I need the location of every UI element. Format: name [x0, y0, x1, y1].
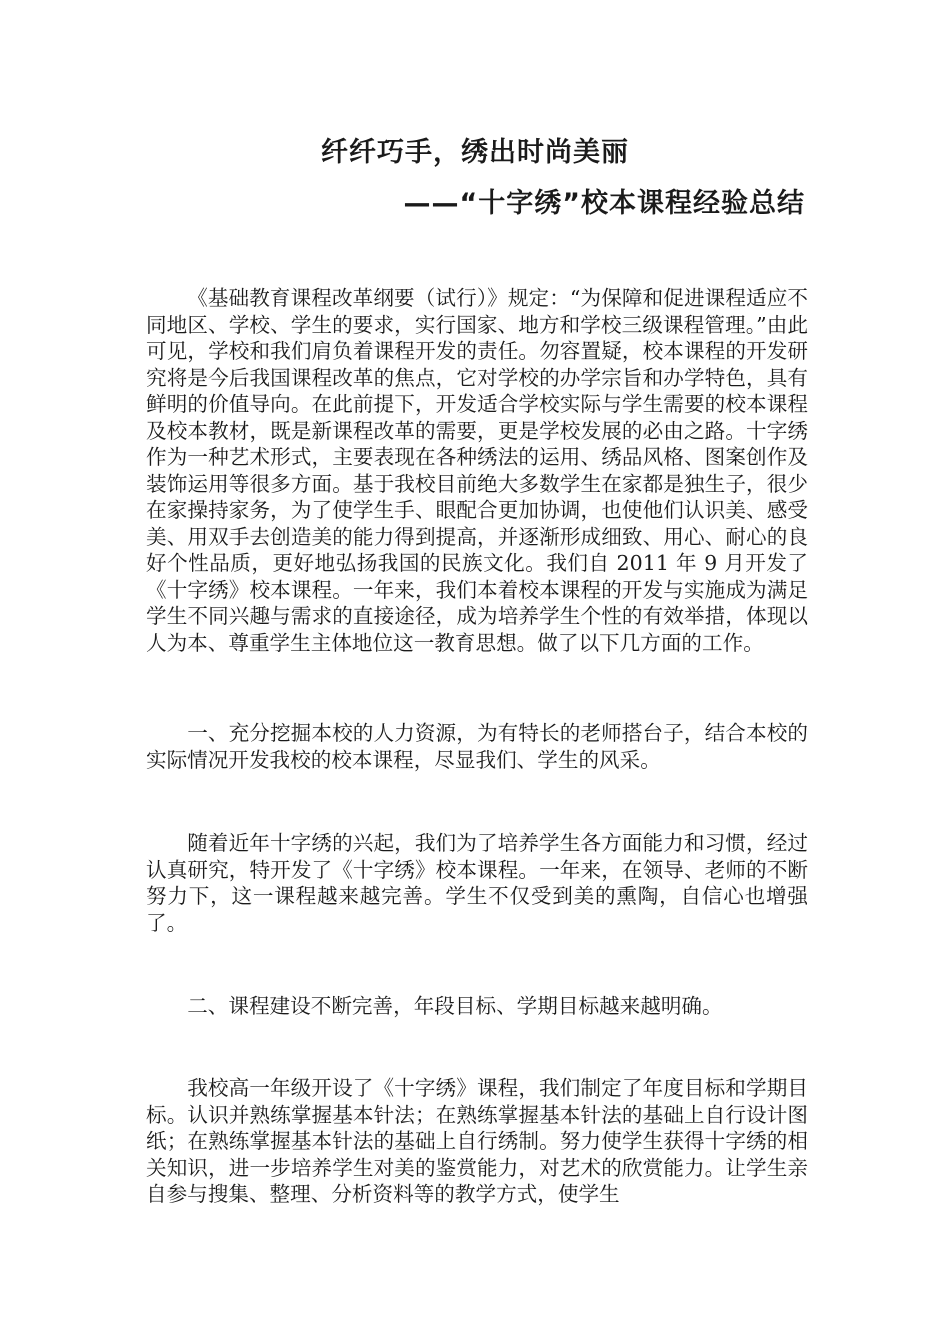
paragraph-section-two-body: 我校高一年级开设了《十字绣》课程，我们制定了年度目标和学期目标。认识并熟练掌握基本针法；在熟练掌握基本针法的基础上自行设计图纸；在熟练掌握基本针法的基础上自行绣制。努力使学生获得十字绣的相关知识，进一步培养学生对美的鉴赏能力，对艺术的欣赏能力。让学生亲自参与搜集、整理、分析资料等的教学方式，使学生 [146, 1076, 808, 1206]
paragraph-intro: 《基础教育课程改革纲要（试行）》规定：“为保障和促进课程适应不同地区、学校、学生的要求，实行国家、地方和学校三级课程管理。”由此可见，学校和我们肩负着课程开发的责任。勿容置疑，校本课程的开发研究将是今后我国课程改革的焦点，它对学校的办学宗旨和办学特色，具有鲜明的价值导向。在此前提下，开发适合学校实际与学生需要的校本课程及校本教材，既是新课程改革的需要，更是学校发展的必由之路。十字绣作为一种艺术形式，主要表现在各种绣法的运用、绣品风格、图案创作及装饰运用等很多方面。基于我校目前绝大多数学生在家都是独生子，很少在家操持家务，为了使学生手、眼配合更加协调，也使他们认识美、感受美、用双手去创造美的能力得到提高，并逐渐形成细致、用心、耐心的良好个性品质，更好地弘扬我国的民族文化。我们自 2011 年 9 月开发了《十字绣》校本课程。一年来，我们本着校本课程的开发与实施成为满足学生不同兴趣与需求的直接途径，成为培养学生个性的有效举措，体现以人为本、尊重学生主体地位这一教育思想。做了以下几方面的工作。 [146, 286, 808, 655]
document-subtitle: ——“十字绣”校本课程经验总结 [403, 188, 805, 219]
paragraph-section-one-body: 随着近年十字绣的兴起，我们为了培养学生各方面能力和习惯，经过认真研究，特开发了《十字绣》校本课程。一年来，在领导、老师的不断努力下，这一课程越来越完善。学生不仅受到美的熏陶，自信心也增强了。 [146, 831, 808, 935]
paragraph-section-one-heading: 一、充分挖掘本校的人力资源，为有特长的老师搭台子，结合本校的实际情况开发我校的校本课程，尽显我们、学生的风采。 [146, 721, 808, 772]
document-title: 纤纤巧手，绣出时尚美丽 [321, 137, 629, 168]
paragraph-section-two-heading: 二、课程建设不断完善，年段目标、学期目标越来越明确。 [187, 994, 723, 1018]
